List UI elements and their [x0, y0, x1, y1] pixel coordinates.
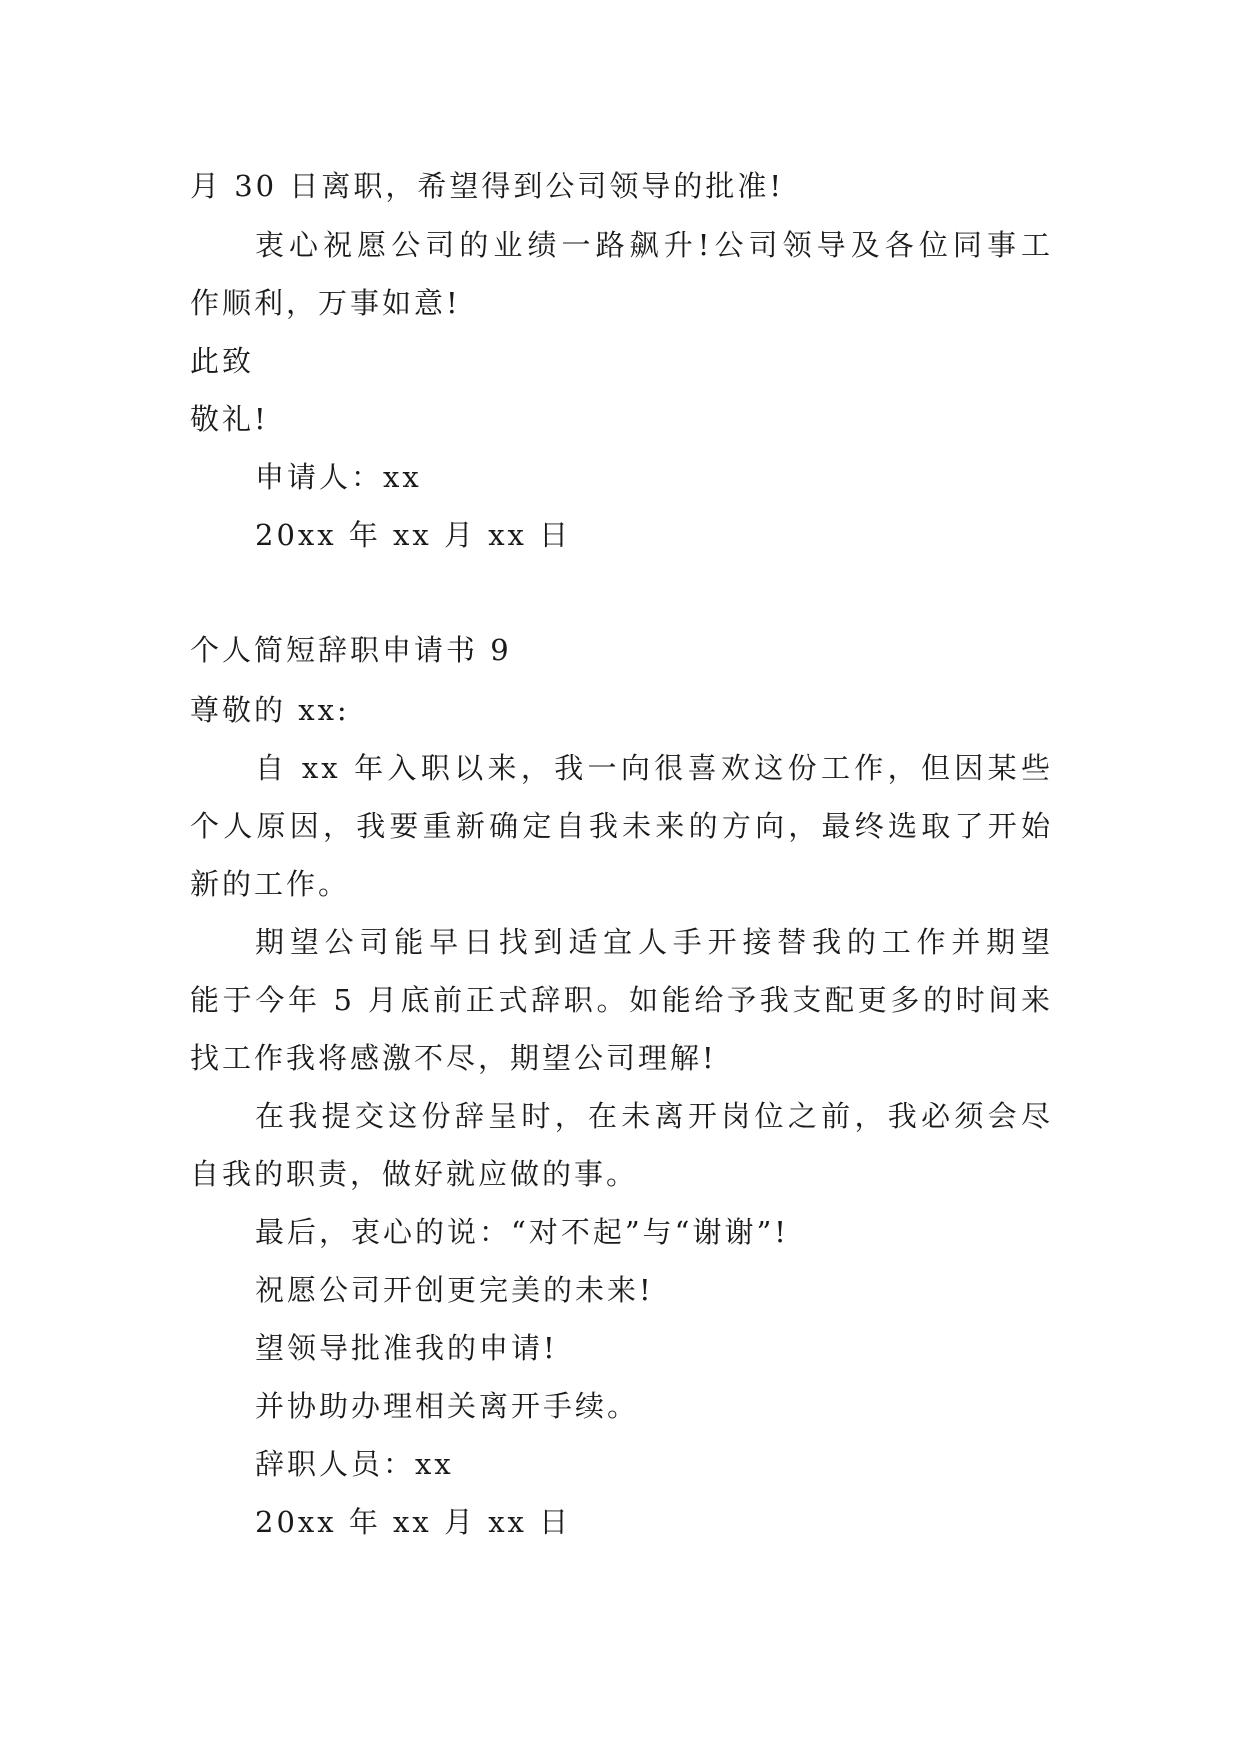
- applicant-line: 申请人：xx: [255, 460, 422, 494]
- paragraph-line: 作顺利，万事如意!: [190, 286, 461, 320]
- paragraph-line: 个人原因，我要重新确定自我未来的方向，最终选取了开始: [190, 809, 1053, 843]
- paragraph-line: 新的工作。: [190, 867, 351, 901]
- closing-line: 敬礼!: [190, 402, 269, 436]
- date-line: 20xx 年 xx 月 xx 日: [255, 518, 572, 552]
- paragraph-line: 期望公司能早日找到适宜人手开接替我的工作并期望: [255, 925, 1053, 959]
- paragraph-line: 自 xx 年入职以来，我一向很喜欢这份工作，但因某些: [255, 751, 1053, 785]
- paragraph-line: 月 30 日离职，希望得到公司领导的批准!: [190, 169, 784, 203]
- salutation: 尊敬的 xx:: [190, 693, 350, 727]
- paragraph-line: 望领导批准我的申请!: [255, 1331, 558, 1365]
- closing-line: 此致: [190, 344, 255, 378]
- paragraph-line: 祝愿公司开创更完美的未来!: [255, 1273, 654, 1307]
- section-title: 个人简短辞职申请书 9: [190, 633, 512, 667]
- paragraph-line: 自我的职责，做好就应做的事。: [190, 1157, 639, 1191]
- paragraph-line: 最后，衷心的说：“对不起”与“谢谢”!: [255, 1215, 789, 1249]
- paragraph-line: 能于今年 5 月底前正式辞职。如能给予我支配更多的时间来: [190, 983, 1053, 1017]
- signer-line: 辞职人员：xx: [255, 1447, 454, 1481]
- paragraph-line: 找工作我将感激不尽，期望公司理解!: [190, 1041, 717, 1075]
- paragraph-line: 衷心祝愿公司的业绩一路飙升!公司领导及各位同事工: [255, 228, 1053, 262]
- paragraph-line: 在我提交这份辞呈时，在未离开岗位之前，我必须会尽: [255, 1099, 1053, 1133]
- paragraph-line: 并协助办理相关离开手续。: [255, 1389, 640, 1423]
- date-line: 20xx 年 xx 月 xx 日: [255, 1505, 572, 1539]
